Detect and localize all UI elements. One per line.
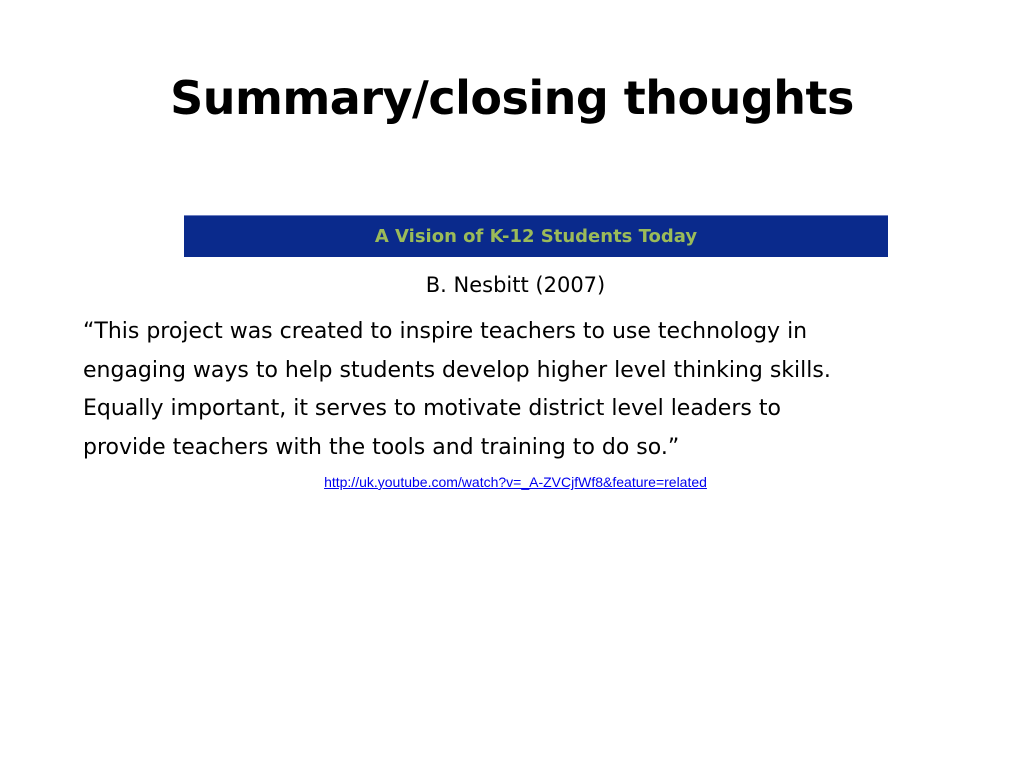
youtube-link[interactable]: http://uk.youtube.com/watch?v=_A-ZVCjfWf8&feature=related	[324, 474, 707, 490]
author-citation: B. Nesbitt (2007)	[425, 273, 606, 297]
quote-paragraph	[83, 313, 963, 467]
quote-line: “This project was created to inspire teachers to use technology in	[83, 319, 808, 344]
video-title-banner	[184, 215, 888, 257]
quote-line: provide teachers with the tools and training to do so.”	[83, 434, 680, 460]
video-link-container	[0, 471, 1024, 493]
quote-line: engaging ways to help students develop higher level thinking skills.	[83, 357, 831, 383]
banner-text: A Vision of K-12 Students Today	[374, 226, 698, 247]
quote-line: Equally important, it serves to motivate district level leaders to	[83, 396, 781, 421]
slide-title: Summary/closing thoughts	[170, 71, 854, 125]
